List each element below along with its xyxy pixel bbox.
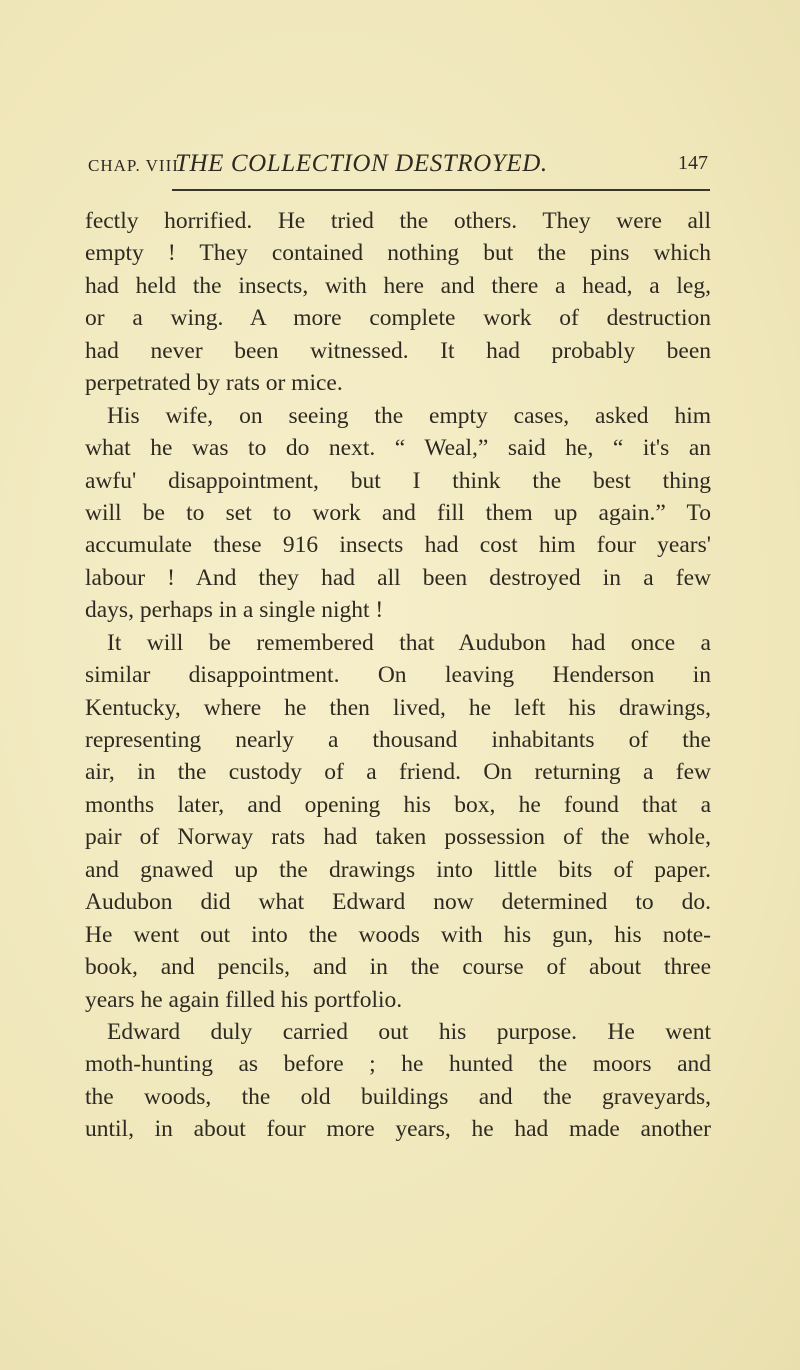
text-line: empty ! They contained nothing but the pins which xyxy=(85,240,711,267)
text-line: similar disappointment. On leaving Henderson in xyxy=(85,662,711,689)
text-line: and gnawed up the drawings into little bits of paper. xyxy=(85,856,711,883)
text-line: He went out into the woods with his gun, his note- xyxy=(85,921,711,948)
text-line: had never been witnessed. It had probably been xyxy=(85,337,711,364)
text-line: days, perhaps in a single night ! xyxy=(85,597,384,624)
text-line: air, in the custody of a friend. On returning a few xyxy=(85,759,711,786)
text-line: or a wing. A more complete work of destruction xyxy=(85,305,711,332)
text-line: accumulate these 916 insects had cost him four years' xyxy=(85,532,711,559)
text-line: the woods, the old buildings and the graveyards, xyxy=(85,1083,711,1110)
running-head xyxy=(88,150,708,182)
text-line: until, in about four more years, he had made another xyxy=(85,1116,711,1143)
text-line: months later, and opening his box, he found that a xyxy=(85,791,711,818)
chapter-label: CHAP. VIII. xyxy=(88,156,185,175)
text-line: had held the insects, with here and there a head, a leg, xyxy=(85,272,711,299)
text-line: pair of Norway rats had taken possession of the whole, xyxy=(85,824,711,851)
text-line: labour ! And they had all been destroyed in a few xyxy=(85,564,711,591)
header-rule xyxy=(172,189,710,191)
text-line: Edward duly carried out his purpose. He went xyxy=(107,1018,711,1045)
text-line: Audubon did what Edward now determined to do. xyxy=(85,889,711,916)
text-line: awfu' disappointment, but I think the best thing xyxy=(85,467,711,494)
text-line: representing nearly a thousand inhabitants of the xyxy=(85,727,711,753)
page-number: 147 xyxy=(678,152,708,174)
text-line: Kentucky, where he then lived, he left his drawings, xyxy=(85,694,711,721)
text-line: will be to set to work and fill them up again.” To xyxy=(85,499,711,526)
text-line: It will be remembered that Audubon had once a xyxy=(107,629,711,656)
text-line: His wife, on seeing the empty cases, asked him xyxy=(107,402,711,429)
text-line: moth-hunting as before ; he hunted the moors and xyxy=(85,1051,711,1078)
text-line: perpetrated by rats or mice. xyxy=(85,370,343,397)
text-line: what he was to do next. “ Weal,” said he, “ it's an xyxy=(85,435,711,462)
body-text xyxy=(85,205,711,1146)
text-line: book, and pencils, and in the course of about three xyxy=(85,954,711,981)
chapter-title: THE COLLECTION DESTROYED. xyxy=(175,150,548,177)
text-line: years he again filled his portfolio. xyxy=(85,986,403,1013)
text-line: fectly horrified. He tried the others. They were all xyxy=(85,208,711,234)
